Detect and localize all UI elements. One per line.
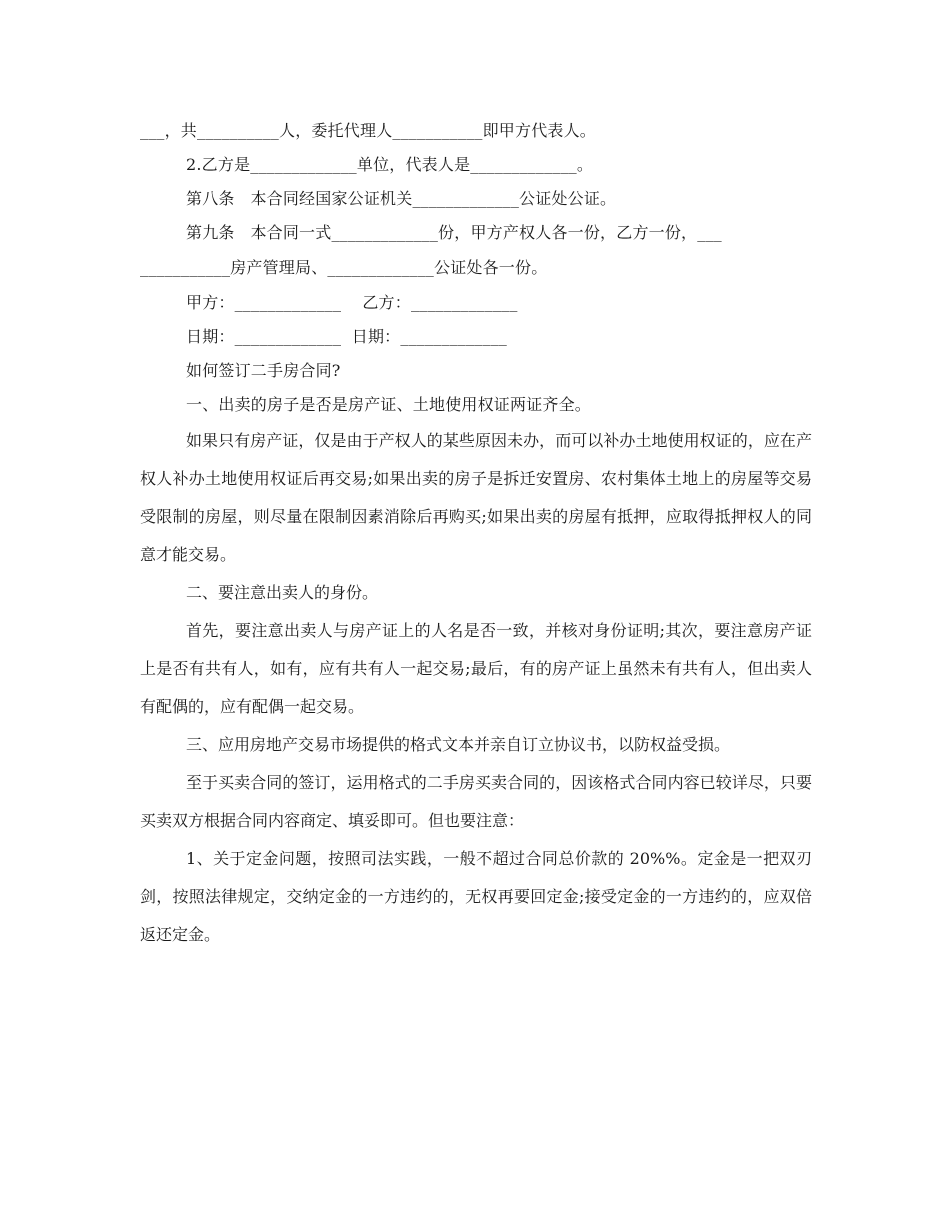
contract-article-9: 第九条 本合同一式_____________份，甲方产权人各一份，乙方一份，___: [186, 223, 722, 242]
point-two-body: 首先，要注意出卖人与房产证上的人名是否一致，并核对身份证明;其次，要注意房产证上是否有共有人，如有，应有共有人一起交易;最后，有的房产证上虽然未有共有人，但出卖人有配偶的，应有配偶一起交易。: [140, 621, 812, 716]
signature-parties: 甲方：_____________ 乙方：_____________: [186, 293, 518, 312]
contract-line-party-b: 2.乙方是_____________单位，代表人是_____________。: [186, 155, 594, 174]
contract-article-9-continued: ___________房产管理局、_____________公证处各一份。: [140, 258, 548, 277]
point-three-heading: 三、应用房地产交易市场提供的格式文本并亲自订立协议书，以防权益受损。: [186, 735, 731, 754]
deposit-note: 1、关于定金问题，按照司法实践，一般不超过合同总价款的 20%%。定金是一把双刃剑，按照法律规定，交纳定金的一方违约的，无权再要回定金;接受定金的一方违约的，应双倍返还定金。: [140, 849, 812, 944]
document-page: [140, 114, 812, 954]
section-heading: 如何签订二手房合同?: [186, 361, 341, 380]
contract-line-agent: ___，共__________人，委托代理人___________即甲方代表人。: [140, 121, 597, 140]
point-one-body: 如果只有房产证，仅是由于产权人的某些原因未办，而可以补办土地使用权证的，应在产权人补办土地使用权证后再交易;如果出卖的房子是拆迁安置房、农村集体土地上的房屋等交易受限制的房屋，则尽量在限制因素消除后再购买;如果出卖的房屋有抵押，应取得抵押权人的同意才能交易。: [140, 431, 812, 564]
point-two-heading: 二、要注意出卖人的身份。: [186, 583, 379, 602]
point-three-body: 至于买卖合同的签订，运用格式的二手房买卖合同的，因该格式合同内容已较详尽，只要买卖双方根据合同内容商定、填妥即可。但也要注意：: [140, 773, 812, 830]
contract-article-8: 第八条 本合同经国家公证机关_____________公证处公证。: [186, 189, 617, 208]
signature-dates: 日期：_____________ 日期：_____________: [186, 327, 507, 346]
point-one-heading: 一、出卖的房子是否是房产证、土地使用权证两证齐全。: [186, 395, 592, 414]
